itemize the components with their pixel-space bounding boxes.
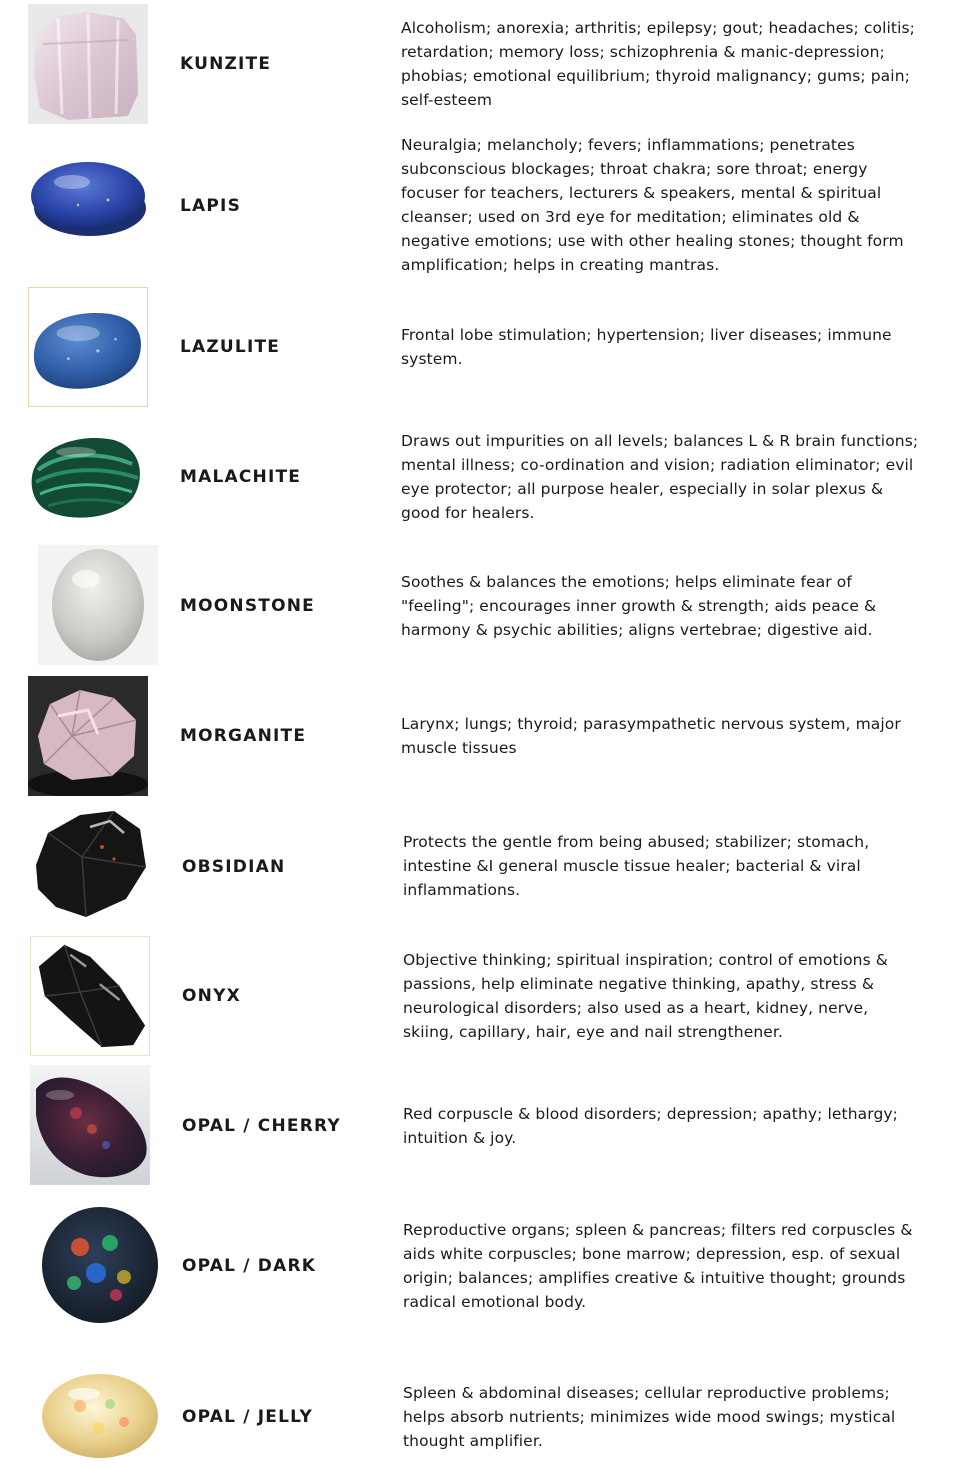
lapis-cabochon-icon bbox=[28, 140, 148, 260]
stone-description: Larynx; lungs; thyroid; parasympathetic nervous system, major muscle tissues bbox=[401, 715, 901, 757]
stone-name: OBSIDIAN bbox=[182, 857, 286, 877]
obsidian-rough-stone-icon bbox=[30, 803, 150, 923]
stone-description: Red corpuscle & blood disorders; depression; apathy; lethargy; intuition & joy. bbox=[403, 1105, 898, 1147]
stone-description: Alcoholism; anorexia; arthritis; epilepsy; gout; headaches; colitis; retardation; memory loss; schizophrenia & manic-depression; phobias; emotional equilibrium; thyroid malignancy; gums; pain; self-esteem bbox=[401, 19, 915, 109]
lazulite-tumbled-stone-icon bbox=[28, 287, 148, 407]
moonstone-cabochon-icon bbox=[38, 545, 158, 665]
stone-description: Spleen & abdominal diseases; cellular reproductive problems; helps absorb nutrients; minimizes wide mood swings; mystical thought amplifier. bbox=[403, 1384, 896, 1450]
stone-name: MOONSTONE bbox=[180, 596, 315, 616]
stone-name: LAZULITE bbox=[180, 337, 281, 357]
morganite-rough-crystal-icon bbox=[28, 676, 148, 796]
onyx-rough-stone-icon bbox=[30, 936, 150, 1056]
jelly-opal-cabochon-icon bbox=[40, 1346, 160, 1466]
stone-name: MALACHITE bbox=[180, 467, 302, 487]
stone-description: Draws out impurities on all levels; balances L & R brain functions; mental illness; co-ordination and vision; radiation eliminator; evil eye protector; all purpose healer, especially in solar plexus & good for healers. bbox=[401, 432, 919, 522]
stone-name: OPAL / DARK bbox=[182, 1256, 317, 1276]
malachite-tumbled-stone-icon bbox=[28, 420, 148, 540]
stone-name: MORGANITE bbox=[180, 726, 307, 746]
dark-opal-cabochon-icon bbox=[40, 1203, 160, 1323]
kunzite-crystal-icon bbox=[28, 4, 148, 124]
stone-name: KUNZITE bbox=[180, 54, 272, 74]
stone-name: OPAL / CHERRY bbox=[182, 1116, 341, 1136]
stone-description: Neuralgia; melancholy; fevers; inflammations; penetrates subconscious blockages; throat chakra; sore throat; energy focuser for teachers, lecturers & speakers, mental & spiritual cleanser; used on 3rd eye for meditation; eliminates old & negative emotions; use with other healing stones; thought form amplification; helps in creating mantras. bbox=[401, 136, 904, 274]
stone-description: Protects the gentle from being abused; stabilizer; stomach, intestine &I general muscle tissue healer; bacterial & viral inflammations. bbox=[403, 833, 870, 899]
stone-description: Soothes & balances the emotions; helps eliminate fear of "feeling"; encourages inner growth & strength; aids peace & harmony & psychic abilities; aligns vertebrae; digestive aid. bbox=[401, 573, 877, 639]
stone-name: LAPIS bbox=[180, 196, 242, 216]
stone-description: Frontal lobe stimulation; hypertension; liver diseases; immune system. bbox=[401, 326, 892, 368]
cherry-opal-stone-icon bbox=[30, 1065, 150, 1185]
stone-name: ONYX bbox=[182, 986, 241, 1006]
stone-name: OPAL / JELLY bbox=[182, 1407, 314, 1427]
stone-description: Objective thinking; spiritual inspiration; control of emotions & passions, help eliminate negative thinking, apathy, stress & neurological disorders; also used as a heart, kidney, nerve, skiing, capillary, hair, eye and nail strengthener. bbox=[403, 951, 888, 1041]
stone-description: Reproductive organs; spleen & pancreas; filters red corpuscles & aids white corpuscles; bone marrow; depression, esp. of sexual origin; balances; amplifies creative & intuitive thought; grounds radical emotional body. bbox=[403, 1221, 913, 1311]
